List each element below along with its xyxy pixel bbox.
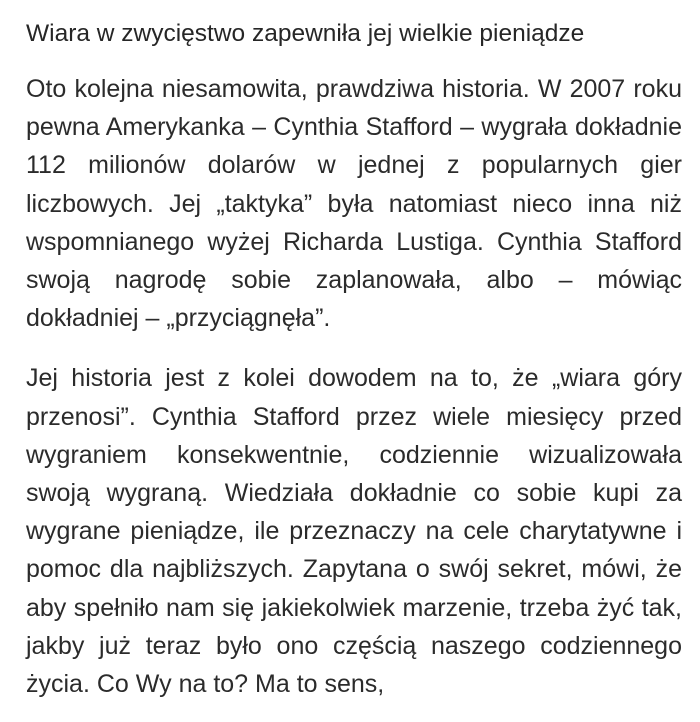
article-paragraph-2: Jej historia jest z kolei dowodem na to, że „wiara góry przenosi”. Cynthia Stafford przez wiele miesięcy przed wygraniem konsekwentnie, codziennie wizualizowała swoją wygraną. Wiedziała dokładnie co sobie kupi za wygrane pieniądze, ile przeznaczy na cele charytatywne i pomoc dla najbliższych. Zapytana o swój sekret, mówi, że aby spełniło nam się jakiekolwiek marzenie, trzeba żyć tak, jakby już teraz było ono częścią naszego codziennego życia. Co Wy na to? Ma to sens, bbox=[26, 364, 682, 699]
article-paragraph-1: Oto kolejna niesamowita, prawdziwa historia. W 2007 roku pewna Amerykanka – Cynthia Stafford – wygrała dokładnie 112 milionów dolarów w jednej z popularnych gier liczbowych. Jej „taktyka” była natomiast nieco inna niż wspomnianego wyżej Richarda Lustiga. Cynthia Stafford swoją nagrodę sobie zaplanowała, albo – mówiąc dokładniej – „przyciągnęła”. bbox=[26, 75, 682, 333]
article-heading: Wiara w zwycięstwo zapewniła jej wielkie pieniądze bbox=[26, 20, 585, 47]
article bbox=[26, 16, 682, 703]
